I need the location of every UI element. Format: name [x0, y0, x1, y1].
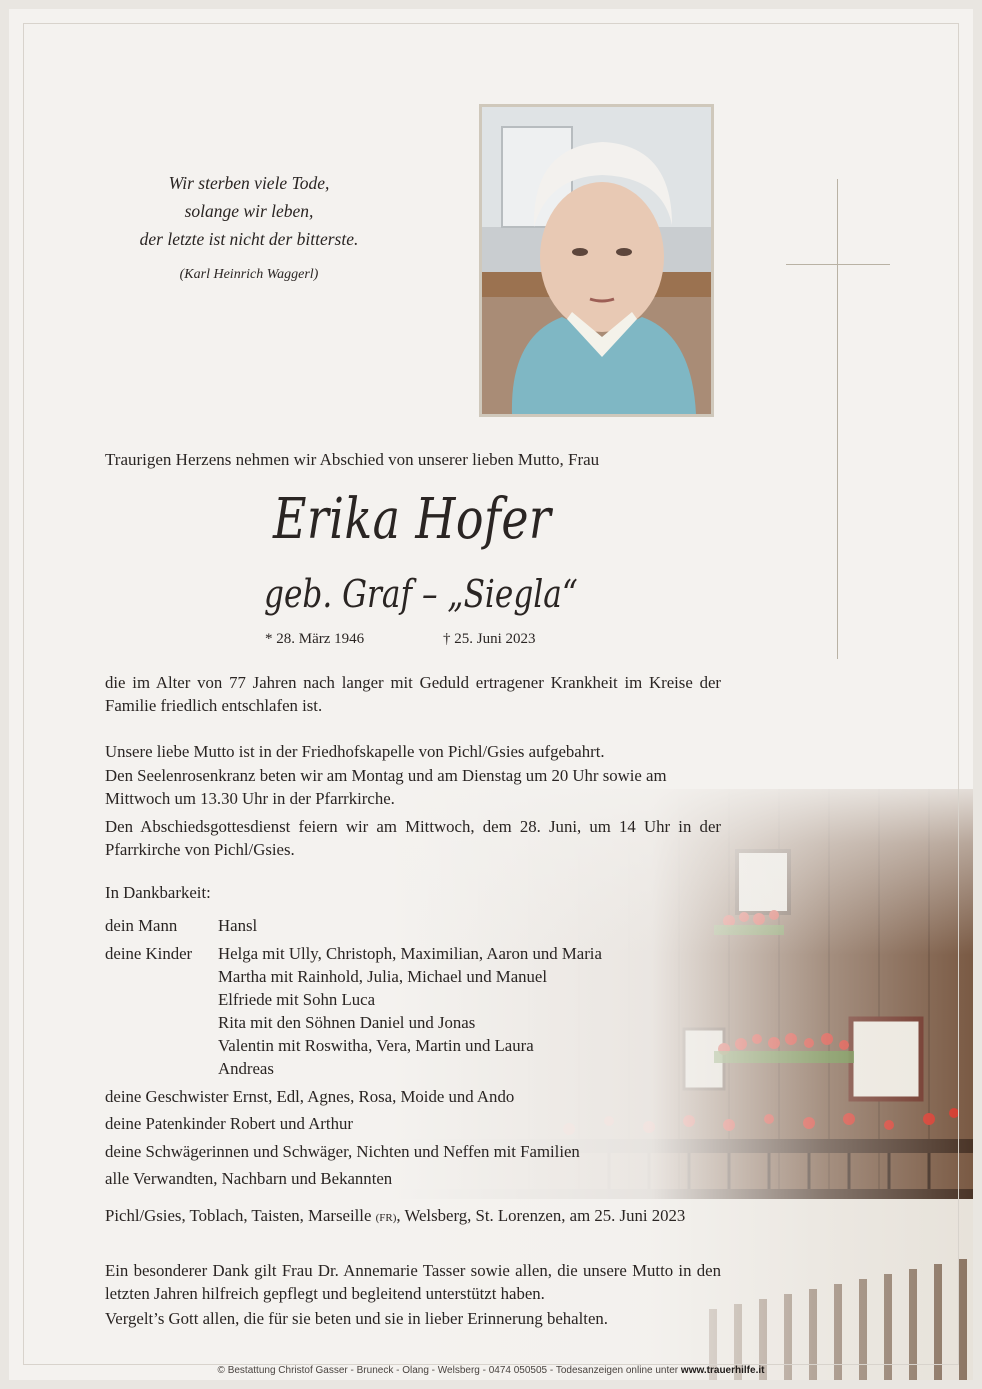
thanks-paragraph: Ein besonderer Dank gilt Frau Dr. Annemarie Tasser sowie allen, die unsere Mutto in den letzten Jahren hilfreich gepflegt und begleitend unterstützt haben.: [105, 1261, 721, 1303]
in-laws-line: deine Schwägerinnen und Schwäger, Nichten und Neffen mit Familien: [105, 1142, 580, 1161]
child-entry: Helga mit Ully, Christoph, Maximilian, Aaron und Maria: [218, 944, 602, 963]
birth-date: * 28. März 1946: [265, 631, 365, 647]
death-date: † 25. Juni 2023: [443, 631, 536, 647]
relatives-line: alle Verwandten, Nachbarn und Bekannten: [105, 1169, 393, 1188]
service-paragraph: Den Abschiedsgottesdienst feiern wir am Mittwoch, dem 28. Juni, um 14 Uhr in der Pfarrkirche von Pichl/Gsies.: [105, 817, 721, 859]
place-date-line: [105, 1206, 685, 1226]
husband-label: dein Mann: [105, 916, 178, 935]
blessing-line: Vergelt’s Gott allen, die für sie beten und sie in lieber Erinnerung behalten.: [105, 1309, 608, 1328]
quote-line: Wir sterben viele Tode,: [168, 173, 330, 193]
places: Pichl/Gsies, Toblach, Taisten, Marseille: [105, 1206, 372, 1225]
portrait-photo: [479, 104, 714, 417]
country-code: (FR): [375, 1212, 397, 1224]
child-entry: Rita mit den Söhnen Daniel und Jonas: [218, 1013, 476, 1032]
cross-symbol: [837, 179, 838, 659]
footer: [9, 1365, 973, 1376]
godchildren-line: deine Patenkinder Robert und Arthur: [105, 1114, 353, 1133]
child-entry: Elfriede mit Sohn Luca: [218, 990, 376, 1009]
places-date: , Welsberg, St. Lorenzen, am 25. Juni 2023: [396, 1206, 686, 1225]
rosary-paragraph: Den Seelenrosenkranz beten wir am Montag und am Dienstag um 20 Uhr sowie am Mittwoch um 13.30 Uhr in der Pfarrkirche.: [105, 766, 667, 808]
quote-line: solange wir leben,: [184, 201, 314, 221]
children-label: deine Kinder: [105, 944, 193, 963]
intro-line: Traurigen Herzens nehmen wir Abschied von unserer lieben Mutto, Frau: [105, 450, 600, 469]
passing-paragraph: die im Alter von 77 Jahren nach langer mit Geduld ertragener Krankheit im Kreise der Familie friedlich entschlafen ist.: [105, 673, 721, 715]
child-entry: Martha mit Rainhold, Julia, Michael und Manuel: [218, 967, 548, 986]
footer-website-link[interactable]: www.trauerhilfe.it: [680, 1365, 765, 1376]
maiden-name: geb. Graf – „Siegla“: [264, 572, 578, 616]
siblings-line: deine Geschwister Ernst, Edl, Agnes, Rosa, Moide und Ando: [105, 1087, 515, 1106]
child-entry: Valentin mit Roswitha, Vera, Martin und Laura: [218, 1036, 534, 1055]
footer-text: © Bestattung Christof Gasser - Bruneck - Olang - Welsberg - 0474 050505 - Todesanzeigen online unter: [217, 1365, 681, 1376]
husband-name: Hansl: [218, 916, 258, 935]
quote-line: der letzte ist nicht der bitterste.: [139, 229, 359, 249]
laid-out-paragraph: Unsere liebe Mutto ist in der Friedhofskapelle von Pichl/Gsies aufgebahrt.: [105, 742, 605, 761]
deceased-name: Erika Hofer: [273, 487, 552, 552]
memorial-quote: [129, 169, 369, 289]
cross-symbol-bar: [786, 264, 890, 265]
family-heading: In Dankbarkeit:: [105, 883, 211, 902]
obituary-page: [9, 9, 973, 1380]
quote-author: (Karl Heinrich Waggerl): [179, 267, 319, 282]
child-entry: Andreas: [218, 1059, 274, 1078]
